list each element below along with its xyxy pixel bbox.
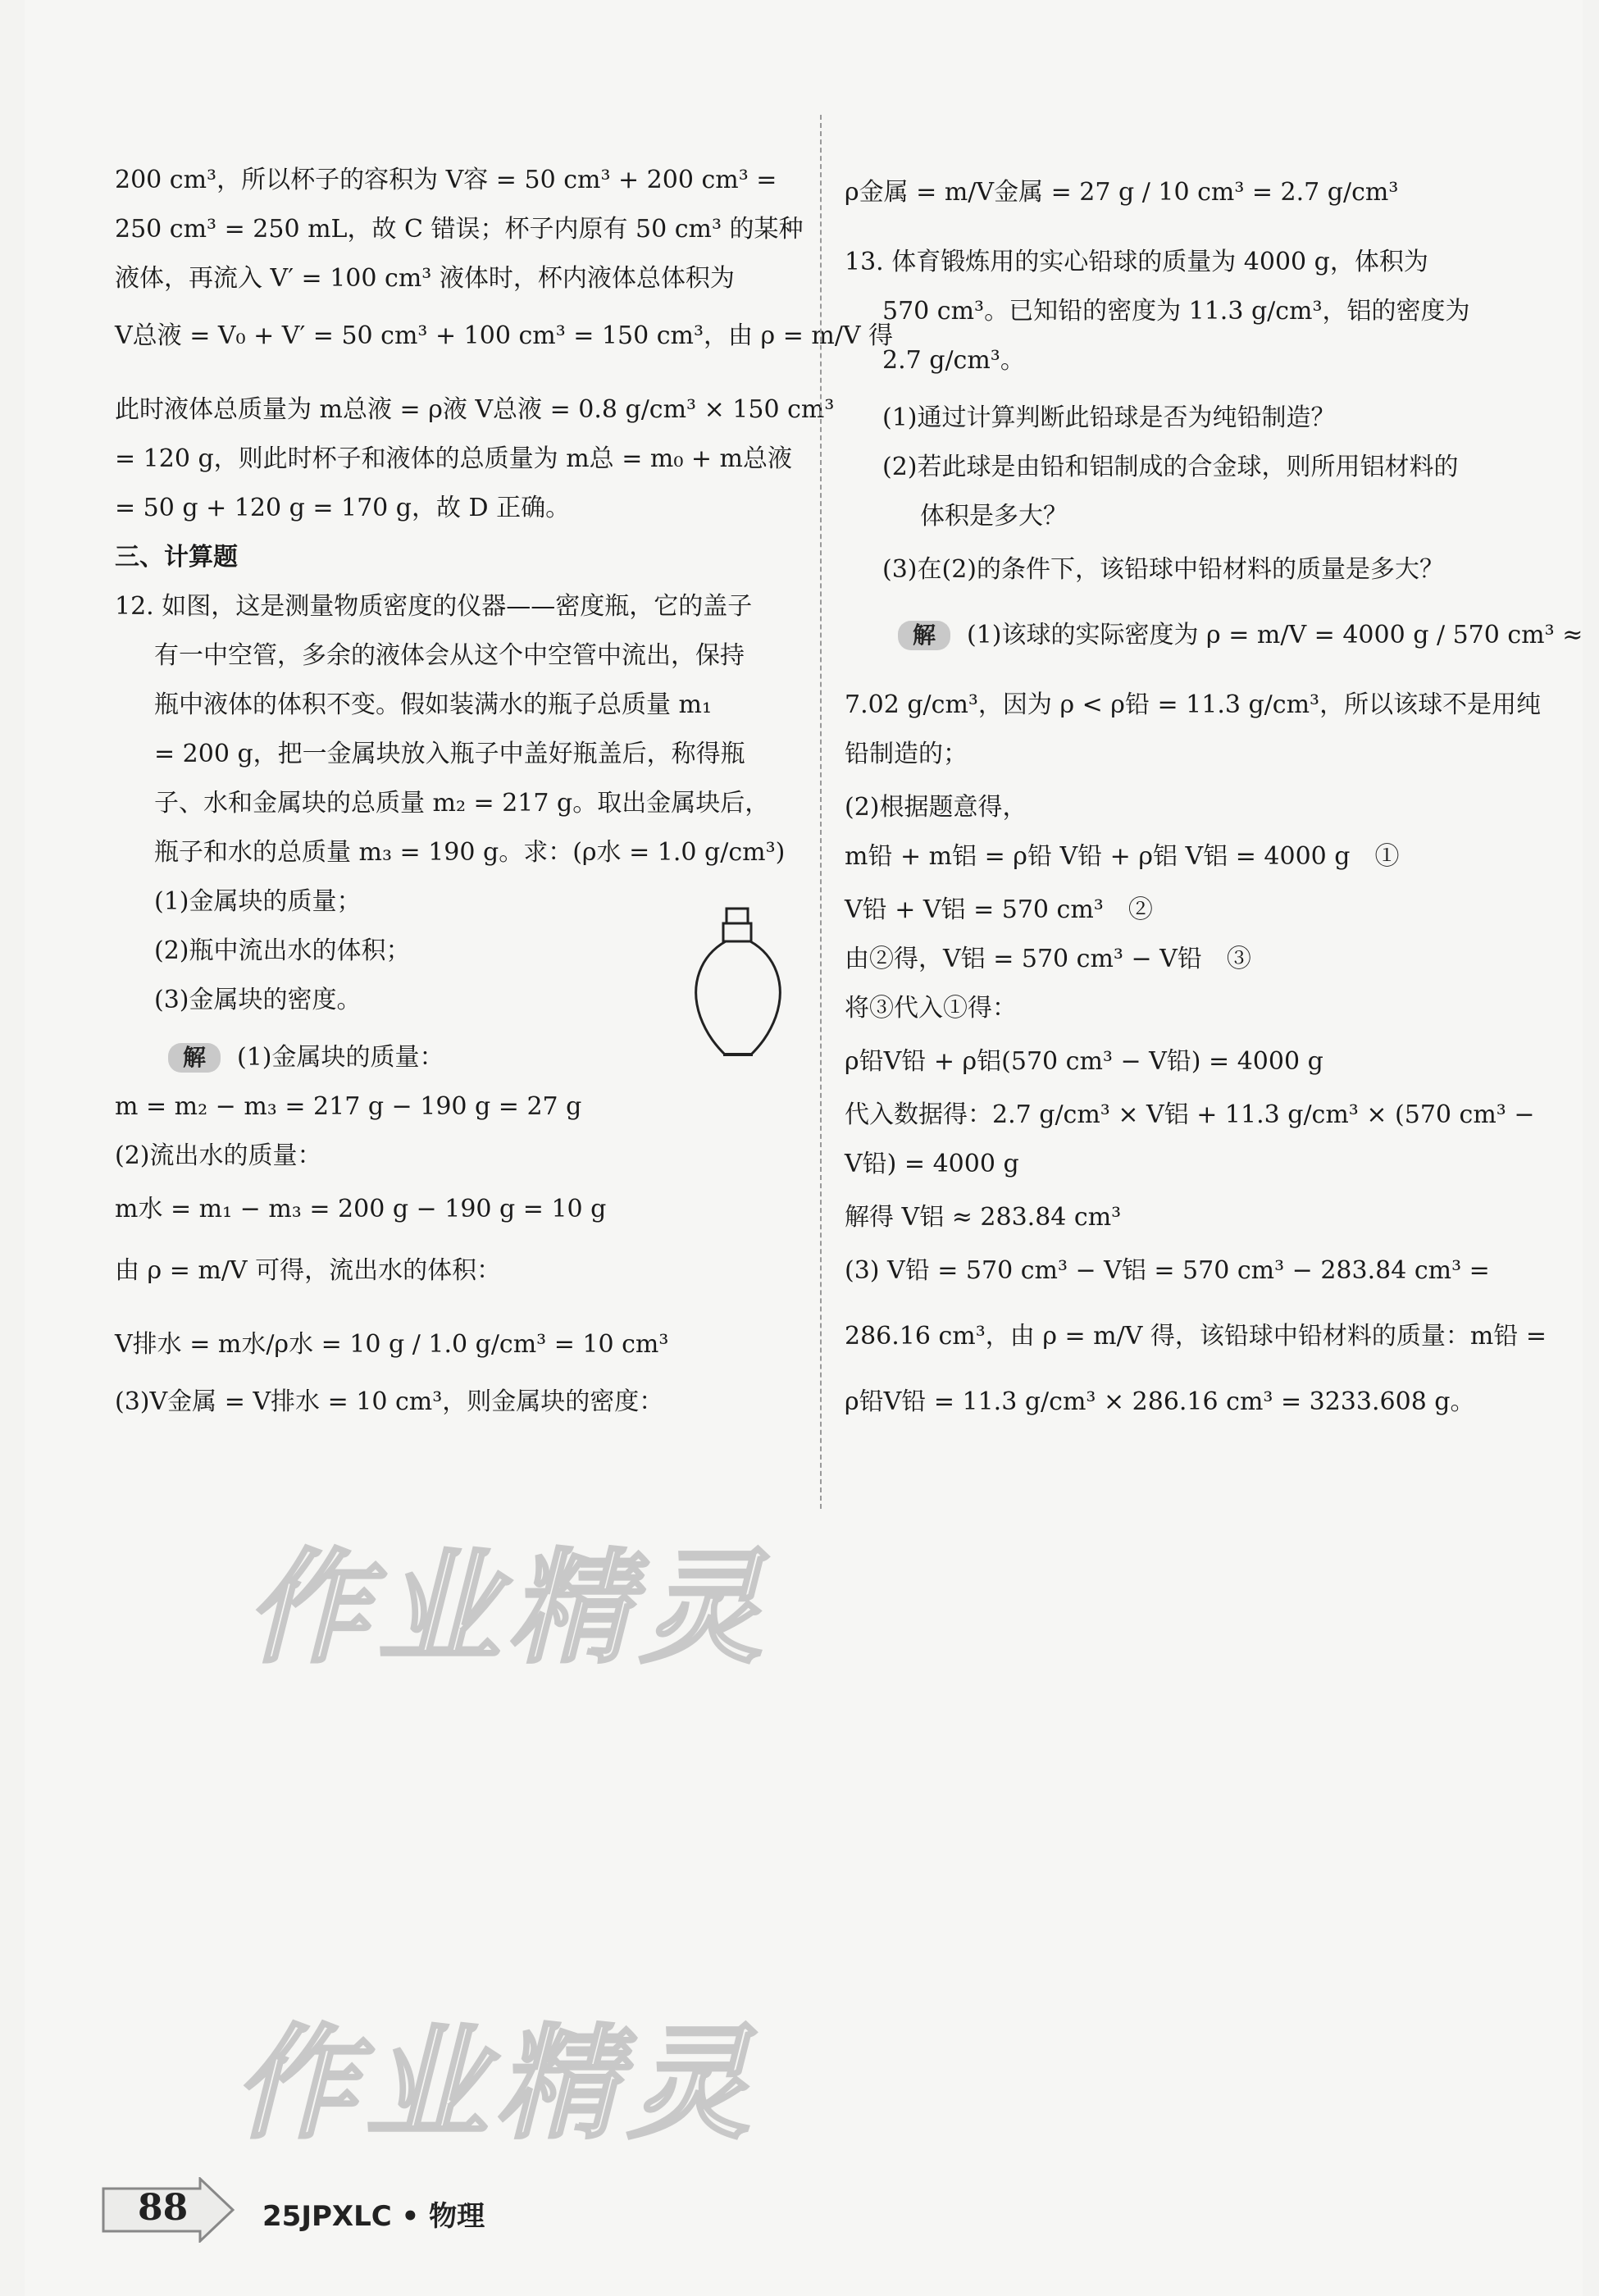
question-13-part: (1)通过计算判断此铅球是否为纯铅制造？ — [882, 403, 1336, 432]
solution-13-line: (2)根据题意得， — [845, 793, 1027, 822]
solution-12-line: (3)V金属 = V排水 = 10 cm³，则金属块的密度： — [115, 1387, 664, 1416]
solution-12-line: (2)流出水的质量： — [115, 1141, 322, 1170]
watermark-logo: 作业精灵 — [234, 2013, 759, 2156]
text-line: 液体，再流入 V′ = 100 cm³ 液体时，杯内液体总体积为 — [115, 264, 735, 293]
question-12-line: 12. 如图，这是测量物质密度的仪器——密度瓶，它的盖子 — [115, 592, 753, 621]
solution-13-line: 代入数据得：2.7 g/cm³ × V铝 + 11.3 g/cm³ × (570 cm³ − — [845, 1100, 1535, 1129]
text-line: 200 cm³，所以杯子的容积为 V容 = 50 cm³ + 200 cm³ = — [115, 166, 777, 194]
solution-13-line: ρ铅V铅 + ρ铝(570 cm³ − V铅) = 4000 g — [845, 1047, 1323, 1076]
solution-13-line: V铅 + V铝 = 570 cm³ ② — [845, 895, 1153, 924]
question-13-part: (2)若此球是由铅和铝制成的合金球，则所用铝材料的 — [882, 453, 1459, 481]
question-13-part: (3)在(2)的条件下，该铅球中铅材料的质量是多大？ — [882, 555, 1444, 584]
solution-12-line: m = m₂ − m₃ = 217 g − 190 g = 27 g — [115, 1092, 582, 1121]
solution-text: (1)金属块的质量： — [237, 1043, 444, 1072]
solution-12-start — [168, 1041, 444, 1074]
solution-13-line: 由②得，V铝 = 570 cm³ − V铅 ③ — [845, 945, 1251, 973]
footer-text: 25JPXLC • 物理 — [262, 2200, 485, 2233]
solution-12-line: V排水 = m水/ρ水 = 10 g / 1.0 g/cm³ = 10 cm³ — [115, 1330, 669, 1359]
solution-13-line: 286.16 cm³，由 ρ = m/V 得，该铅球中铅材料的质量：m铅 = — [845, 1322, 1547, 1351]
solution-13-line: 将③代入①得： — [845, 994, 1017, 1023]
solution-13-line: V铅) = 4000 g — [845, 1150, 1019, 1178]
solution-13-line: 铅制造的； — [845, 740, 968, 768]
text-line: 此时液体总质量为 m总液 = ρ液 V总液 = 0.8 g/cm³ × 150 cm³ — [115, 395, 835, 424]
text-line: 250 cm³ = 250 mL，故 C 错误；杯子内原有 50 cm³ 的某种 — [115, 215, 804, 244]
solution-13-line: 7.02 g/cm³，因为 ρ < ρ铅 = 11.3 g/cm³，所以该球不是用纯 — [845, 690, 1542, 719]
question-13-line: 2.7 g/cm³。 — [882, 346, 1025, 375]
question-12-line: 瓶子和水的总质量 m₃ = 190 g。求：(ρ水 = 1.0 g/cm³) — [154, 838, 786, 867]
question-12-part: (3)金属块的密度。 — [154, 986, 362, 1014]
solution-13-line: m铅 + m铝 = ρ铅 V铅 + ρ铝 V铝 = 4000 g ① — [845, 842, 1400, 871]
density-bottle-icon — [689, 902, 787, 1066]
question-12-line: 有一中空管，多余的液体会从这个中空管中流出，保持 — [154, 641, 745, 670]
text-line: = 120 g，则此时杯子和液体的总质量为 m总 = m₀ + m总液 — [115, 444, 792, 473]
watermark-logo: 作业精灵 — [246, 1538, 772, 1680]
question-12-line: = 200 g，把一金属块放入瓶子中盖好瓶盖后，称得瓶 — [154, 740, 745, 768]
page-number: 88 — [138, 2187, 189, 2229]
solution-label: 解 — [168, 1043, 221, 1073]
solution-13-line: 解得 V铝 ≈ 283.84 cm³ — [845, 1203, 1122, 1232]
solution-12-result: ρ金属 = m/V金属 = 27 g / 10 cm³ = 2.7 g/cm³ — [845, 178, 1399, 207]
text-line: V总液 = V₀ + V′ = 50 cm³ + 100 cm³ = 150 cm³，由 ρ = m/V 得 — [115, 321, 894, 350]
solution-12-line: 由 ρ = m/V 可得，流出水的体积： — [115, 1256, 502, 1285]
column-divider — [820, 115, 822, 1509]
question-12-line: 瓶中液体的体积不变。假如装满水的瓶子总质量 m₁ — [154, 690, 713, 719]
question-13-line: 570 cm³。已知铅的密度为 11.3 g/cm³，铝的密度为 — [882, 297, 1470, 326]
text-line: = 50 g + 120 g = 170 g，故 D 正确。 — [115, 494, 571, 522]
question-13-part: 体积是多大？ — [920, 502, 1068, 531]
solution-13-line: (3) V铅 = 570 cm³ − V铝 = 570 cm³ − 283.84 cm³ = — [845, 1256, 1490, 1285]
solution-label: 解 — [898, 621, 950, 650]
question-12-part: (2)瓶中流出水的体积； — [154, 936, 411, 965]
question-12-part: (1)金属块的质量； — [154, 887, 362, 916]
section-heading: 三、计算题 — [115, 543, 238, 572]
solution-13-line: ρ铅V铅 = 11.3 g/cm³ × 286.16 cm³ = 3233.608 g。 — [845, 1387, 1475, 1416]
question-13-line: 13. 体育锻炼用的实心铅球的质量为 4000 g，体积为 — [845, 248, 1428, 276]
question-12-line: 子、水和金属块的总质量 m₂ = 217 g。取出金属块后， — [154, 789, 770, 818]
solution-text: (1)该球的实际密度为 ρ = m/V = 4000 g / 570 cm³ ≈ — [967, 621, 1583, 649]
solution-13-start — [898, 619, 1583, 652]
solution-12-line: m水 = m₁ − m₃ = 200 g − 190 g = 10 g — [115, 1195, 607, 1223]
